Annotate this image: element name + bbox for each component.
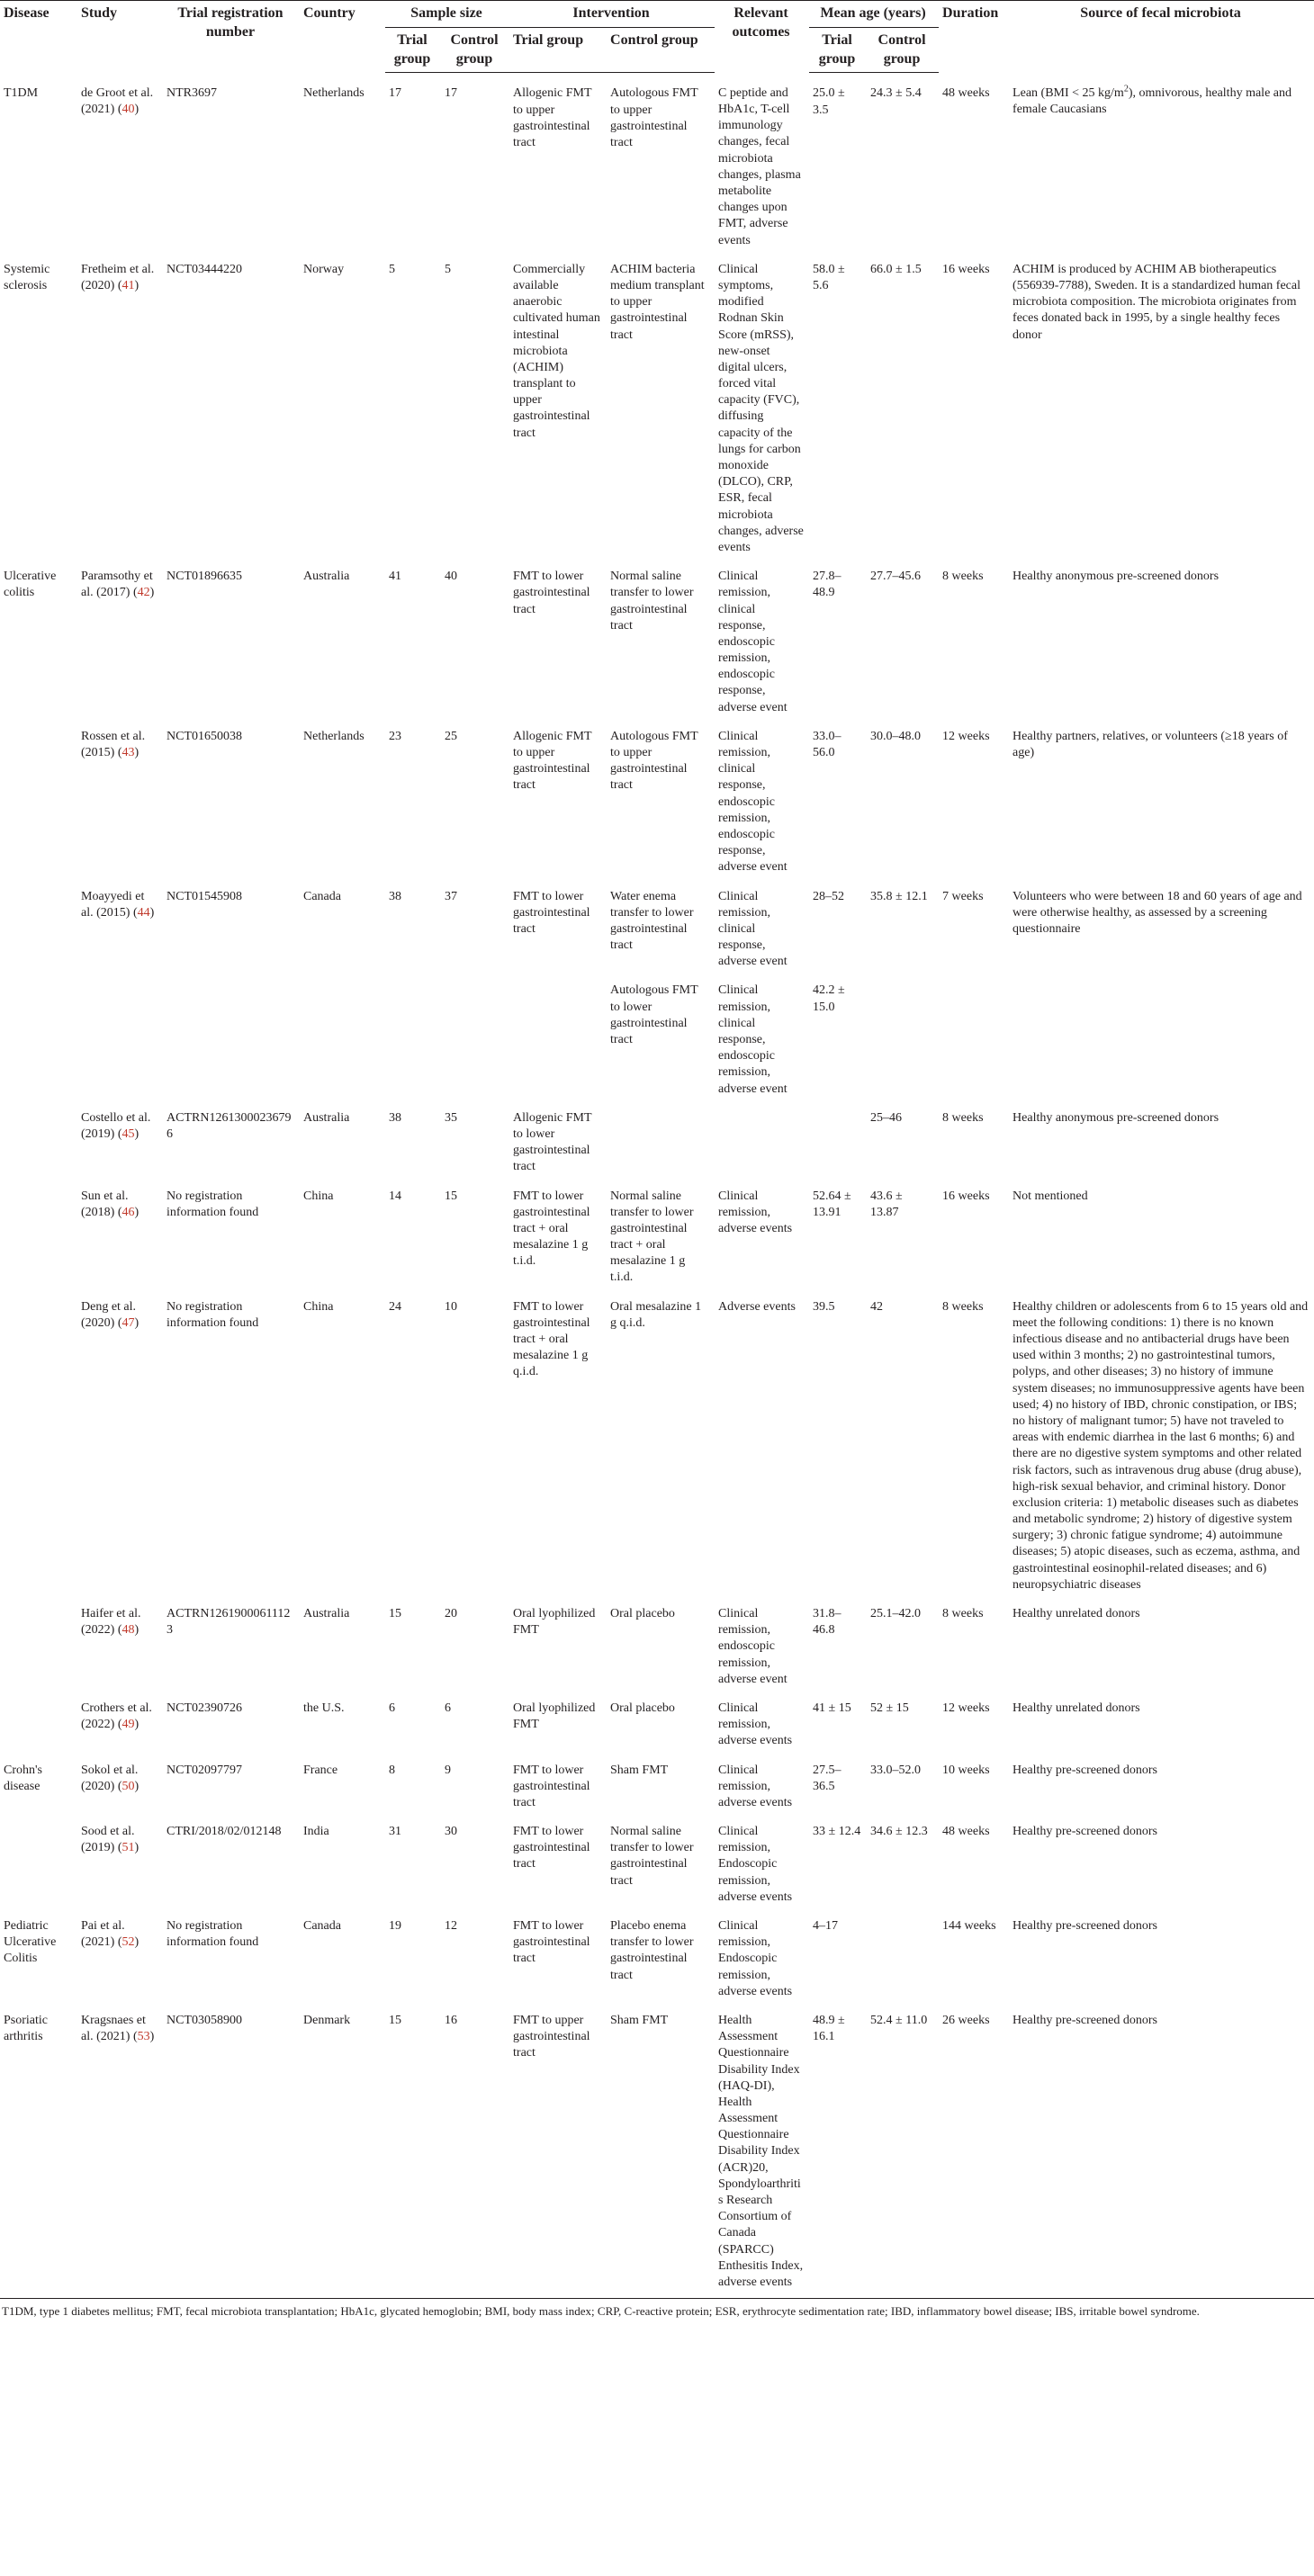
cell-age-control: 30.0–48.0 [870,729,922,743]
cell-study [77,974,163,1100]
cell-sample-trial: 8 [389,1763,395,1777]
study-author: Pai et al. (2021) [81,1919,125,1950]
cell-disease [0,720,77,880]
cell-age-trial: 42.2 ± 15.0 [813,983,845,1014]
cell-study: Sokol et al. (2020) (50) [81,1763,140,1793]
header-source: Source of fecal microbiota [1009,1,1314,73]
cell-outcomes: Clinical remission, clinical response, endoscopic remission, endoscopic response, adverse event [718,729,788,875]
cell-registration: NCT01896635 [166,570,242,584]
cell-age-control: 42 [870,1299,884,1314]
cell-sample-trial: 17 [389,86,401,101]
cell-sample-control: 5 [445,262,451,276]
cell-disease [0,880,77,974]
cell-country: India [303,1825,329,1839]
cell-disease: Systemic sclerosis [4,262,50,292]
cell-sample-trial: 23 [389,729,401,743]
cell-registration: NCT02390726 [166,1701,242,1715]
cell-source: Healthy pre-screened donors [1012,2013,1157,2027]
reference-link[interactable]: 48 [122,1623,135,1638]
cell-intervention-control: Normal saline transfer to lower gastrointestinal tract + oral mesalazine 1 g t.i.d. [610,1189,694,1285]
cell-age-control: 35.8 ± 12.1 [870,889,928,903]
cell-study: Paramsothy et al. (2017) (42) [81,570,155,600]
cell-intervention-trial: Allogenic FMT to lower gastrointestinal tract [513,1110,592,1174]
cell-source: ACHIM is produced by ACHIM AB biotherapeutics (556939-7788), Sweden. It is a standardized human fecal microbiota composition. The microbiota originates from feces donated back in 1995, by a single healthy feces donor [1012,262,1301,342]
cell-registration: No registration information found [166,1189,259,1219]
cell-disease: Crohn's disease [4,1763,42,1793]
cell-sample-trial: 15 [389,2013,401,2027]
study-author: Crothers et al. (2022) [81,1701,152,1732]
cell-country: China [303,1189,334,1203]
cell-outcomes [715,1101,809,1180]
cell-country: Australia [303,1110,350,1125]
study-author: Fretheim et al. (2020) [81,262,155,292]
cell-disease: T1DM [4,85,39,100]
study-author: Paramsothy et al. (2017) [81,570,153,600]
study-author: Deng et al. (2020) [81,1299,137,1330]
cell-age-trial: 25.0 ± 3.5 [813,86,845,117]
cell-sample-trial: 5 [389,262,395,276]
reference-link[interactable]: 47 [122,1315,135,1330]
cell-source: Healthy unrelated donors [1012,1607,1140,1621]
cell-age-trial [809,1101,867,1180]
cell-sample-control: 40 [445,570,457,584]
header-outcomes: Relevant outcomes [715,1,809,73]
cell-intervention-control: ACHIM bacteria medium transplant to upper gastrointestinal tract [610,262,705,342]
cell-registration [163,974,300,1100]
cell-registration: CTRI/2018/02/012148 [166,1825,282,1839]
cell-intervention-control: Autologous FMT to upper gastrointestinal tract [610,86,698,149]
cell-outcomes: Clinical remission, Endoscopic remission, adverse events [718,1919,793,1998]
cell-age-control: 66.0 ± 1.5 [870,262,922,276]
cell-intervention-control: Normal saline transfer to lower gastrointestinal tract [610,570,694,633]
cell-intervention-control: Oral mesalazine 1 g q.i.d. [610,1299,702,1330]
cell-sample-control: 17 [445,86,457,101]
cell-intervention-control: Water enema transfer to lower gastrointestinal tract [610,889,694,953]
table-footnote: T1DM, type 1 diabetes mellitus; FMT, fecal microbiota transplantation; HbA1c, glycated hemoglobin; BMI, body mass index; CRP, C-reactive protein; ESR, erythrocyte sedimentation rate; IBD, inflammatory bowel disease; IBS, irritable bowel syndrome. [0,2298,1314,2320]
cell-sample-control: 6 [445,1701,451,1715]
cell-age-trial: 48.9 ± 16.1 [813,2013,845,2044]
cell-source: Healthy unrelated donors [1012,1701,1140,1715]
cell-registration: No registration information found [166,1299,259,1330]
cell-age-control: 34.6 ± 12.3 [870,1825,928,1839]
cell-study: Sun et al. (2018) (46) [81,1189,140,1219]
header-duration: Duration [939,1,1009,73]
cell-age-control: 24.3 ± 5.4 [870,86,922,101]
cell-sample-trial: 38 [389,889,401,903]
source-text-cont: ), omnivorous, healthy male and female Caucasians [1012,85,1292,117]
cell-intervention-control: Autologous FMT to upper gastrointestinal tract [610,729,698,793]
table-row [0,1692,1314,1754]
cell-duration: 48 weeks [942,1825,990,1839]
header-mean-age: Mean age (years) [809,1,939,28]
cell-sample-control: 12 [445,1919,457,1934]
cell-duration: 16 weeks [942,262,990,276]
cell-sample-control: 20 [445,1607,457,1621]
cell-age-control: 25–46 [870,1110,903,1125]
cell-country: China [303,1299,334,1314]
cell-registration: No registration information found [166,1919,259,1950]
header-intervention: Intervention [509,1,715,28]
cell-age-trial: 41 ± 15 [813,1701,851,1715]
study-author: Haifer et al. (2022) [81,1607,141,1638]
reference-link[interactable]: 45 [122,1126,135,1141]
table-row [0,253,1314,560]
cell-outcomes: Clinical symptoms, modified Rodnan Skin Score (mRSS), new-onset digital ulcers, forced vital capacity (FVC), diffusing capacity of the lungs for carbon monoxide (DLCO), CRP, ESR, fecal microbiota changes, adverse events [718,262,804,554]
cell-age-trial: 28–52 [813,889,845,903]
cell-age-control: 25.1–42.0 [870,1607,922,1621]
cell-disease [0,1290,77,1597]
cell-intervention-trial: Allogenic FMT to upper gastrointestinal tract [513,729,592,793]
cell-disease [0,1815,77,1909]
cell-sample-trial: 6 [389,1701,395,1715]
cell-intervention-trial: FMT to upper gastrointestinal tract [513,2013,590,2060]
cell-registration: NCT03058900 [166,2013,242,2027]
subheader-age-control: Control group [867,27,939,73]
cell-outcomes: Health Assessment Questionnaire Disability Index (HAQ-DI), Health Assessment Questionnaire Disability Index (ACR)20, Spondyloarthritis Research Consortium of Canada (SPARCC) Enthesitis Index, adverse events [718,2013,804,2289]
cell-sample-control: 15 [445,1189,457,1203]
table-row [0,1815,1314,1909]
reference-link[interactable]: 51 [122,1841,135,1855]
cell-country: Canada [303,1919,341,1934]
cell-intervention-control: Sham FMT [610,1763,669,1777]
cell-source: Healthy children or adolescents from 6 to 15 years old and meet the following conditions: 1) there is no known infectious disease and no antibacterial drugs have been used within 3 months; 2) no gastrointestinal tumors, polyps, and other diseases; 3) no history of immune system diseases; no immunosuppressive agents have been used; 4) no history of IBD, chronic constipation, or IBS; no history of malignant tumor; 5) have not traveled to areas with endemic diarrhea in the last 6 months; 6) and there are no digestive system symptoms and other related risk factors, such as intravenous drug abuse (drug abuse), high-risk sexual behavior, and criminal history. Donor exclusion criteria: 1) metabolic diseases such as diabetes and metabolic syndrome; 2) history of digestive system surgery; 3) chronic fatigue syndrome; 4) autoimmune diseases; 5) atopic diseases, such as eczema, asthma, and gastrointestinal eosinophil-related diseases; and 6) neuropsychiatric diseases [1012,1299,1309,1592]
header-trial-registration: Trial registration number [163,1,300,73]
cell-intervention-trial: FMT to lower gastrointestinal tract + oral mesalazine 1 g q.i.d. [513,1299,590,1379]
table-row [0,1180,1314,1290]
cell-source: Volunteers who were between 18 and 60 years of age and were otherwise healthy, as assessed by a screening questionnaire [1012,889,1302,936]
cell-intervention-control: Oral placebo [610,1607,675,1621]
cell-disease [0,1692,77,1754]
cell-age-trial: 31.8–46.8 [813,1607,842,1638]
reference-link[interactable]: 43 [122,746,135,760]
cell-source [1009,73,1314,253]
cell-intervention-trial: Allogenic FMT to upper gastrointestinal tract [513,86,592,149]
table-row [0,720,1314,880]
cell-study: Haifer et al. (2022) (48) [81,1607,141,1638]
cell-study: Rossen et al. (2015) (43) [81,729,146,760]
cell-outcomes: Clinical remission, clinical response, endoscopic remission, adverse event [718,983,788,1096]
cell-age-control: 52.4 ± 11.0 [870,2013,928,2027]
study-author: Rossen et al. (2015) [81,729,146,760]
cell-intervention-trial [509,974,607,1100]
cell-duration: 12 weeks [942,729,990,743]
cell-country: Netherlands [303,85,364,100]
cell-outcomes: Clinical remission, adverse events [718,1701,793,1748]
cell-sample-control: 16 [445,2013,457,2027]
cell-age-control: 27.7–45.6 [870,570,922,584]
cell-disease: Psoriatic arthritis [4,2013,48,2044]
cell-outcomes: C peptide and HbA1c, T-cell immunology changes, fecal microbiota changes, plasma metabolite changes upon FMT, adverse events [718,85,801,247]
cell-age-trial: 52.64 ± 13.91 [813,1189,851,1219]
study-author: Costello et al. (2019) [81,1110,151,1141]
header-disease: Disease [0,1,77,73]
cell-source [1009,974,1314,1100]
cell-outcomes: Clinical remission, Endoscopic remission, adverse events [718,1825,793,1904]
cell-outcomes: Clinical remission, endoscopic remission, adverse event [718,1607,788,1686]
cell-disease: Pediatric Ulcerative Colitis [4,1919,57,1966]
cell-study: Costello et al. (2019) (45) [81,1110,151,1141]
cell-outcomes: Clinical remission, clinical response, endoscopic remission, endoscopic response, adverse event [718,570,788,714]
cell-source: Healthy pre-screened donors [1012,1919,1157,1934]
cell-sample-trial: 24 [389,1299,401,1314]
cell-source: Not mentioned [1012,1189,1088,1203]
cell-disease: Ulcerative colitis [4,570,57,600]
cell-intervention-trial: FMT to lower gastrointestinal tract [513,1919,590,1966]
cell-duration: 8 weeks [942,570,984,584]
cell-sample-trial: 41 [389,570,401,584]
cell-study: Fretheim et al. (2020) (41) [81,262,155,292]
cell-country [300,974,385,1100]
cell-intervention-trial: FMT to lower gastrointestinal tract [513,1825,590,1871]
table-row [0,560,1314,720]
cell-age-control: 33.0–52.0 [870,1763,922,1777]
table-row [0,1597,1314,1692]
cell-source: Healthy partners, relatives, or volunteers (≥18 years of age) [1012,729,1288,760]
cell-intervention-control: Oral placebo [610,1701,675,1715]
reference-link[interactable]: 46 [122,1205,135,1219]
cell-outcomes: Clinical remission, clinical response, adverse event [718,889,788,969]
cell-intervention-trial: Oral lyophilized FMT [513,1701,596,1732]
reference-link[interactable]: 42 [137,586,150,600]
cell-age-trial: 27.5–36.5 [813,1763,842,1793]
cell-intervention-trial: FMT to lower gastrointestinal tract [513,889,590,936]
cell-duration: 26 weeks [942,2013,990,2027]
cell-disease [0,1597,77,1692]
cell-intervention-control: Autologous FMT to lower gastrointestinal tract [610,983,698,1047]
cell-country: Netherlands [303,729,364,743]
source-text: Lean (BMI < 25 kg/m [1012,85,1124,100]
cell-age-span: 4–17 [813,1919,839,1934]
cell-country: Australia [303,1607,350,1621]
cell-country: Canada [303,889,341,903]
cell-study: Kragsnaes et al. (2021) (53) [81,2013,155,2044]
cell-duration: 8 weeks [942,1607,984,1621]
cell-disease [0,974,77,1100]
cell-age-trial: 27.8–48.9 [813,570,842,600]
cell-study: Sood et al. (2019) (51) [81,1825,140,1855]
cell-country: the U.S. [303,1701,345,1715]
cell-disease [0,1180,77,1290]
cell-age-trial: 58.0 ± 5.6 [813,262,845,292]
subheader-intervention-trial: Trial group [509,27,607,73]
table-row [0,974,1314,1100]
cell-registration: NCT01545908 [166,889,242,903]
cell-outcomes: Adverse events [718,1299,796,1314]
cell-age-control: 52 ± 15 [870,1701,909,1715]
study-author: Sun et al. (2018) [81,1189,129,1219]
cell-duration: 16 weeks [942,1189,990,1203]
cell-age-trial: 33 ± 12.4 [813,1825,861,1839]
study-author: Kragsnaes et al. (2021) [81,2013,146,2044]
cell-source: Healthy pre-screened donors [1012,1763,1157,1777]
cell-age-trial: 39.5 [813,1299,835,1314]
subheader-age-trial: Trial group [809,27,867,73]
cell-study: Deng et al. (2020) (47) [81,1299,140,1330]
reference-link[interactable]: 49 [122,1718,135,1732]
cell-duration: 12 weeks [942,1701,990,1715]
study-author: Sokol et al. (2020) [81,1763,139,1793]
cell-intervention-control [607,1101,715,1180]
reference-link[interactable]: 53 [137,2030,150,2044]
cell-age-trial: 33.0–56.0 [813,729,842,760]
header-row [0,1,1314,28]
cell-sample-trial: 38 [389,1110,401,1125]
cell-study: Moayyedi et al. (2015) (44) [81,889,155,920]
cell-intervention-control: Placebo enema transfer to lower gastrointestinal tract [610,1919,694,1982]
cell-registration: NCT02097797 [166,1763,242,1777]
cell-registration: ACTRN12613000236796 [166,1110,292,1141]
cell-study: de Groot et al. (2021) (40) [81,85,154,117]
table-row [0,1754,1314,1816]
table-row [0,1101,1314,1180]
cell-sample-control: 37 [445,889,457,903]
cell-duration: 8 weeks [942,1299,984,1314]
cell-source: Healthy anonymous pre-screened donors [1012,1110,1220,1125]
table-row [0,1909,1314,2004]
cell-registration: NTR3697 [166,85,217,100]
cell-age-control: 43.6 ± 13.87 [870,1189,903,1219]
cell-sample-trial: 14 [389,1189,401,1203]
cell-country: Norway [303,262,345,276]
cell-intervention-trial: Commercially available anaerobic cultivated human intestinal microbiota (ACHIM) transplant to upper gastrointestinal tract [513,262,600,440]
cell-sample-control [441,974,509,1100]
study-author: Sood et al. (2019) [81,1825,135,1855]
subheader-intervention-control: Control group [607,27,715,73]
cell-sample-control: 9 [445,1763,451,1777]
cell-sample-control: 10 [445,1299,457,1314]
cell-intervention-control: Sham FMT [610,2013,669,2027]
table-row [0,880,1314,974]
cell-disease [0,1101,77,1180]
reference-link[interactable]: 41 [122,278,135,292]
reference-link[interactable]: 40 [122,103,135,117]
cell-study: Crothers et al. (2022) (49) [81,1701,152,1732]
study-author: de Groot et al. (2021) [81,85,154,117]
table-row [0,73,1314,253]
cell-duration: 48 weeks [942,85,990,100]
cell-country: Australia [303,570,350,584]
study-author: Moayyedi et al. (2015) [81,889,145,920]
subheader-sample-trial: Trial group [385,27,441,73]
cell-sample-control: 30 [445,1825,457,1839]
cell-sample-control: 35 [445,1110,457,1125]
cell-country: Denmark [303,2013,351,2027]
cell-sample-trial: 31 [389,1825,401,1839]
reference-link[interactable]: 44 [137,905,150,920]
cell-sample-trial: 15 [389,1607,401,1621]
cell-intervention-trial: FMT to lower gastrointestinal tract [513,570,590,616]
cell-source: Healthy anonymous pre-screened donors [1012,570,1220,584]
cell-registration: NCT03444220 [166,262,242,276]
cell-sample-trial: 19 [389,1919,401,1934]
cell-age-control [867,974,939,1100]
cell-outcomes: Clinical remission, adverse events [718,1763,793,1809]
cell-registration: NCT01650038 [166,729,242,743]
cell-outcomes: Clinical remission, adverse events [718,1189,793,1235]
cell-sample-trial [385,974,441,1100]
cell-sample-control: 25 [445,729,457,743]
header-study: Study [77,1,163,73]
cell-registration: ACTRN12619000611123 [166,1607,291,1638]
cell-country: France [303,1763,338,1777]
cell-duration: 7 weeks [942,889,984,903]
cell-intervention-trial: FMT to lower gastrointestinal tract + oral mesalazine 1 g t.i.d. [513,1189,590,1269]
cell-duration: 144 weeks [942,1919,996,1934]
table-row [0,1290,1314,1597]
header-sample-size: Sample size [385,1,509,28]
cell-source: Healthy pre-screened donors [1012,1825,1157,1839]
header-country: Country [300,1,385,73]
cell-study: Pai et al. (2021) (52) [81,1919,140,1950]
cell-duration [939,974,1009,1100]
cell-duration: 8 weeks [942,1110,984,1125]
reference-link[interactable]: 50 [122,1779,135,1793]
cell-duration: 10 weeks [942,1763,990,1777]
cell-intervention-trial: FMT to lower gastrointestinal tract [513,1763,590,1809]
subheader-sample-control: Control group [441,27,509,73]
cell-intervention-trial: Oral lyophilized FMT [513,1607,596,1638]
table-row [0,2004,1314,2294]
reference-link[interactable]: 52 [122,1935,135,1950]
cell-intervention-control: Normal saline transfer to lower gastrointestinal tract [610,1825,694,1888]
source-superscript: 2 [1123,84,1129,94]
